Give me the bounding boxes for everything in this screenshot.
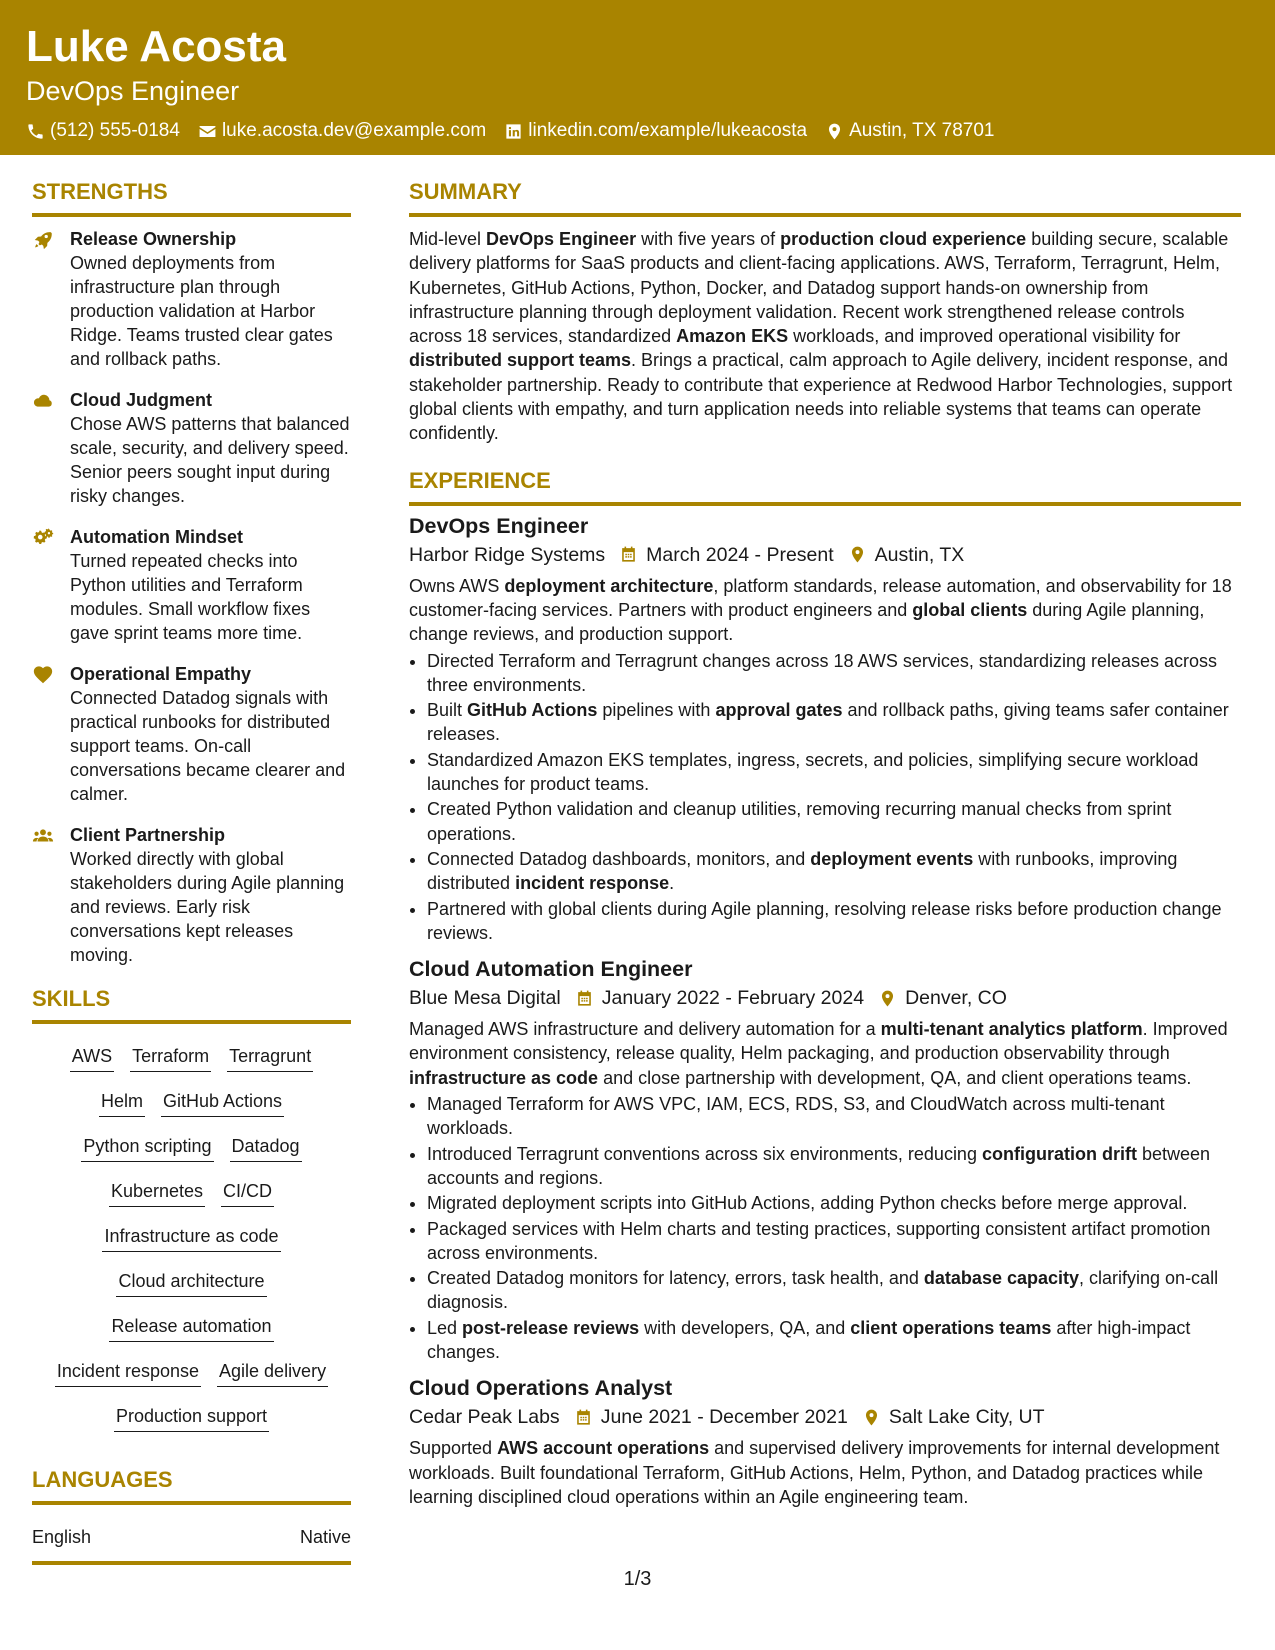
job-entry — [409, 1374, 1241, 1509]
job-bullets — [409, 649, 1241, 946]
strengths-heading: STRENGTHS — [32, 177, 351, 217]
text-run: , clarifying on-call diagnosis. — [427, 1268, 1219, 1313]
text-run: . — [669, 873, 675, 894]
strength-item — [32, 823, 351, 967]
rocket-icon — [32, 229, 54, 251]
text-run: and close partnership with development, QA, and client operations teams. — [598, 1067, 1192, 1088]
summary-heading: SUMMARY — [409, 177, 1241, 217]
strength-item — [32, 662, 351, 806]
job-title: DevOps Engineer — [409, 513, 589, 538]
text-run: . Improved environment consistency, release quality, Helm packaging, and production observability through — [409, 1019, 1228, 1064]
emphasis-text: global clients — [912, 599, 1028, 620]
text-run: Led — [427, 1317, 463, 1338]
job-bullet — [427, 847, 1241, 896]
text-run: Introduced Terragrunt conventions across six environments, reducing — [427, 1143, 982, 1164]
job-dates: March 2024 - Present — [646, 543, 834, 566]
strength-title: Operational Empathy — [70, 664, 252, 684]
emphasis-text: GitHub Actions — [467, 700, 598, 721]
gears-icon — [32, 527, 54, 549]
users-icon — [32, 825, 54, 847]
job-location: Salt Lake City, UT — [888, 1406, 1045, 1429]
job-dates: January 2022 - February 2024 — [601, 987, 865, 1010]
job-meta — [409, 1402, 1241, 1432]
skill-tag: Python scripting — [81, 1134, 213, 1162]
text-run: with developers, QA, and — [639, 1317, 851, 1338]
location-icon — [848, 545, 867, 564]
job-company: Harbor Ridge Systems — [409, 543, 606, 566]
skill-tag: Cloud architecture — [116, 1269, 266, 1297]
language-level: Native — [299, 1527, 351, 1547]
emphasis-text: Amazon EKS — [676, 326, 789, 347]
job-dates: June 2021 - December 2021 — [600, 1406, 848, 1429]
phone-icon — [26, 122, 45, 141]
text-run: Connected Datadog dashboards, monitors, and — [427, 848, 811, 869]
emphasis-text: post-release reviews — [462, 1317, 640, 1338]
strength-item — [32, 388, 351, 508]
text-run: Mid-level — [409, 229, 487, 249]
language-name: English — [32, 1527, 92, 1547]
job-company: Blue Mesa Digital — [409, 987, 561, 1010]
job-bullet — [427, 797, 1241, 846]
location-text: Austin, TX 78701 — [849, 120, 995, 141]
skill-tag: Helm — [99, 1089, 145, 1117]
text-run: . Brings a practical, calm approach to Agile delivery, incident response, and stakeholder partnership. Ready to contribute that experience at Redwood Harbor Technologies, support global clients with empathy, and turn application needs into reliable systems that teams can operate confidently. — [409, 350, 1233, 444]
job-entry — [409, 512, 1241, 945]
text-run: with five years of — [636, 229, 781, 249]
text-run: between accounts and regions. — [427, 1143, 1211, 1188]
email-icon — [198, 122, 217, 141]
job-bullets — [409, 1092, 1241, 1364]
skill-tag: Kubernetes — [109, 1179, 205, 1207]
emphasis-text: configuration drift — [981, 1143, 1137, 1164]
strength-item — [32, 525, 351, 645]
job-title: Cloud Automation Engineer — [409, 957, 693, 982]
skill-tag: CI/CD — [221, 1179, 274, 1207]
skill-tag: Infrastructure as code — [102, 1224, 280, 1252]
job-meta — [409, 540, 1241, 570]
strength-desc: Worked directly with global stakeholders during Agile planning and reviews. Early risk conversations kept releases moving. — [70, 849, 345, 965]
calendar-icon — [575, 989, 594, 1008]
left-column — [32, 177, 351, 1565]
phone-text: (512) 555-0184 — [50, 120, 180, 141]
job-bullet — [427, 1092, 1241, 1141]
emphasis-text: multi-tenant analytics platform — [880, 1019, 1143, 1040]
skills-heading: SKILLS — [32, 984, 351, 1024]
text-run: workloads, and improved operational visibility for — [788, 326, 1181, 347]
job-meta — [409, 983, 1241, 1013]
language-row — [32, 1515, 351, 1565]
skill-tag: Terraform — [130, 1044, 211, 1072]
email-text[interactable]: luke.acosta.dev@example.com — [221, 120, 487, 141]
job-location: Denver, CO — [905, 987, 1007, 1010]
emphasis-text: distributed support teams — [409, 350, 632, 371]
job-location: Austin, TX — [874, 543, 965, 566]
text-run: and supervised delivery improvements for internal development workloads. Built foundational Terraform, GitHub Actions, Helm, Python, and Datadog practices while learning disciplined cloud operations within an Agile engineering team. — [409, 1438, 1220, 1507]
skill-tag: Production support — [114, 1404, 269, 1432]
text-run: Managed Terraform for AWS VPC, IAM, ECS, RDS, S3, and CloudWatch across multi-tenant workloads. — [427, 1094, 1165, 1139]
contact-phone — [26, 120, 180, 142]
contact-location — [825, 120, 994, 142]
calendar-icon — [619, 545, 638, 564]
strength-desc: Connected Datadog signals with practical runbooks for distributed support teams. On-call conversations became clearer and calmer. — [70, 688, 346, 804]
text-run: Supported — [409, 1438, 498, 1459]
job-description — [409, 1436, 1241, 1509]
skill-tag: Terragrunt — [227, 1044, 313, 1072]
strengths-list — [32, 227, 351, 967]
text-run: Owns AWS — [409, 575, 505, 596]
emphasis-text: deployment events — [810, 848, 974, 869]
skill-tag: Datadog — [230, 1134, 302, 1162]
strength-desc: Owned deployments from infrastructure plan through production validation at Harbor Ridge. Teams trusted clear gates and rollback paths. — [70, 253, 333, 369]
text-run: Partnered with global clients during Agile planning, resolving release risks before production change reviews. — [427, 898, 1222, 943]
emphasis-text: database capacity — [923, 1268, 1080, 1289]
heart-icon — [32, 664, 54, 686]
skill-tag: GitHub Actions — [161, 1089, 284, 1117]
strength-title: Client Partnership — [70, 825, 226, 845]
linkedin-text[interactable]: linkedin.com/example/lukeacosta — [528, 120, 808, 141]
emphasis-text: production cloud experience — [780, 229, 1027, 249]
job-bullet — [427, 1191, 1241, 1215]
text-run: Directed Terraform and Terragrunt changes across 18 AWS services, standardizing releases across three environments. — [427, 650, 1218, 695]
emphasis-text: client operations teams — [850, 1317, 1052, 1338]
emphasis-text: incident response — [515, 873, 670, 894]
calendar-icon — [574, 1408, 593, 1427]
strength-desc: Chose AWS patterns that balanced scale, security, and delivery speed. Senior peers sought input during risky changes. — [70, 414, 350, 506]
emphasis-text: AWS account operations — [497, 1438, 710, 1459]
resume-header — [0, 0, 1275, 155]
skill-tag: AWS — [70, 1044, 114, 1072]
text-run: Migrated deployment scripts into GitHub Actions, adding Python checks before merge approval. — [427, 1193, 1188, 1214]
experience-heading: EXPERIENCE — [409, 466, 1241, 506]
text-run: Managed AWS infrastructure and delivery automation for a — [409, 1019, 881, 1040]
job-bullet — [427, 1316, 1241, 1365]
strength-item — [32, 227, 351, 371]
emphasis-text: approval gates — [715, 700, 843, 721]
job-entry — [409, 955, 1241, 1364]
text-run: with runbooks, improving distributed — [427, 848, 1178, 894]
emphasis-text: infrastructure as code — [409, 1067, 599, 1088]
skill-tag: Release automation — [109, 1314, 273, 1342]
page-number: 1/3 — [623, 1568, 652, 1590]
text-run: after high-impact changes. — [427, 1317, 1191, 1362]
contact-email[interactable] — [198, 120, 486, 142]
languages-heading: LANGUAGES — [32, 1465, 351, 1505]
location-icon — [862, 1408, 881, 1427]
right-column — [409, 177, 1241, 1519]
strength-title: Automation Mindset — [70, 527, 243, 547]
text-run: Built — [427, 700, 468, 721]
text-run: and rollback paths, giving teams safer container releases. — [427, 700, 1229, 745]
experience-list — [409, 512, 1241, 1510]
job-title: Cloud Operations Analyst — [409, 1376, 673, 1401]
contact-bar — [26, 120, 1249, 142]
strength-title: Cloud Judgment — [70, 390, 212, 410]
candidate-role: DevOps Engineer — [26, 76, 240, 106]
job-bullet — [427, 897, 1241, 946]
location-icon — [825, 122, 844, 141]
job-bullet — [427, 748, 1241, 797]
job-company: Cedar Peak Labs — [409, 1406, 560, 1429]
cloud-icon — [32, 390, 54, 412]
text-run: Created Python validation and cleanup utilities, removing recurring manual checks from sprint operations. — [427, 799, 1172, 844]
text-run: pipelines with — [597, 700, 716, 721]
text-run: , platform standards, release automation, and observability for 18 customer-facing services. Partners with product engineers and — [409, 575, 1232, 620]
job-bullet — [427, 698, 1241, 747]
strength-desc: Turned repeated checks into Python utilities and Terraform modules. Small workflow fixes gave sprint teams more time. — [70, 551, 311, 643]
text-run: during Agile planning, change reviews, and production support. — [409, 599, 1205, 645]
text-run: Packaged services with Helm charts and testing practices, supporting consistent artifact promotion across environments. — [427, 1218, 1211, 1263]
job-bullet — [427, 1217, 1241, 1266]
job-bullet — [427, 1266, 1241, 1315]
location-icon — [878, 989, 897, 1008]
emphasis-text: DevOps Engineer — [486, 229, 637, 249]
summary-text — [409, 227, 1241, 446]
job-bullet — [427, 1142, 1241, 1191]
skill-tag: Incident response — [55, 1359, 201, 1387]
job-description — [409, 1017, 1241, 1090]
job-bullet — [427, 649, 1241, 698]
text-run: Standardized Amazon EKS templates, ingress, secrets, and policies, simplifying secure workload launches for product teams. — [427, 749, 1199, 795]
job-description — [409, 574, 1241, 647]
linkedin-icon — [504, 122, 523, 141]
text-run: building secure, scalable delivery platforms for SaaS products and client-facing applications. AWS, Terraform, Terragrunt, Helm, Kubernetes, GitHub Actions, Python, Docker, and Datadog support hands-on ownership from infrastructure planning through deployment validation. Recent work strengthened release controls across 18 services, standardized — [409, 229, 1229, 347]
candidate-name: Luke Acosta — [26, 22, 287, 71]
contact-linkedin[interactable] — [504, 120, 807, 142]
emphasis-text: deployment architecture — [504, 575, 714, 596]
text-run: Created Datadog monitors for latency, errors, task health, and — [427, 1268, 924, 1289]
strength-title: Release Ownership — [70, 229, 237, 249]
skills-list — [32, 1034, 351, 1443]
skill-tag: Agile delivery — [217, 1359, 328, 1387]
